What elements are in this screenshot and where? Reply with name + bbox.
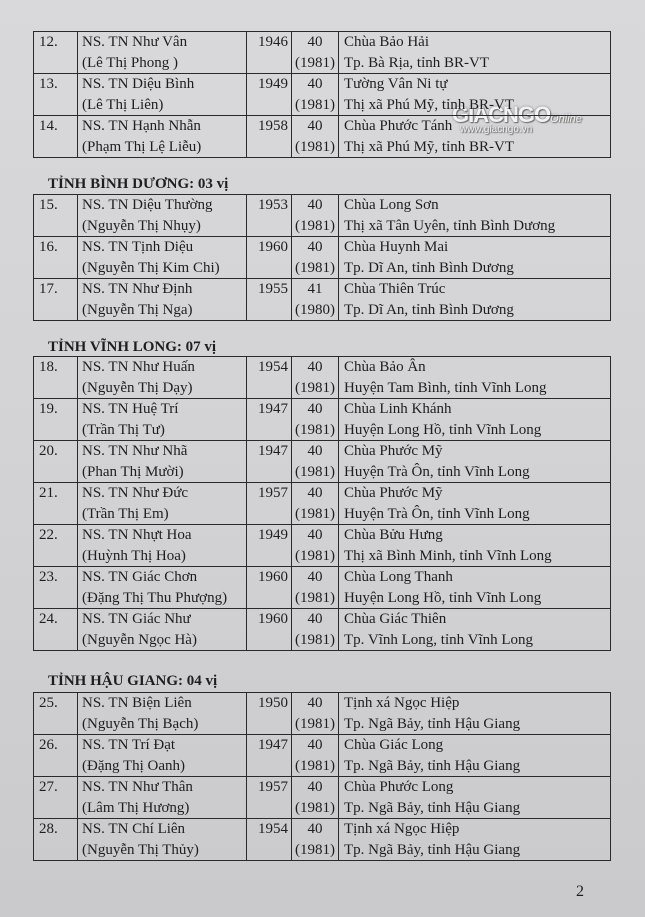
birth-year-cell [247, 735, 292, 777]
row-number: 27. [39, 779, 58, 795]
row-number: 25. [39, 695, 58, 711]
ordination-year: (1981) [295, 841, 335, 858]
name-cell [78, 74, 247, 116]
birth-year-cell [247, 609, 292, 651]
temple-name: Tường Vân Ni tự [344, 76, 448, 92]
dharma-name: NS. TN Hạnh Nhẫn [82, 118, 201, 134]
member-table [33, 194, 611, 321]
lay-name: (Nguyễn Thị Kim Chi) [82, 259, 220, 276]
table-row [34, 483, 611, 525]
dharma-name: NS. TN Tịnh Diệu [82, 239, 194, 255]
member-table [33, 31, 611, 158]
lay-name: (Huỳnh Thị Hoa) [82, 547, 186, 564]
ordination-age: 40 [307, 485, 323, 501]
temple-cell [339, 74, 611, 116]
temple-name: Chùa Giác Thiên [344, 611, 447, 627]
lay-name: (Phan Thị Mười) [82, 463, 184, 480]
temple-location: Huyện Trà Ôn, tỉnh Vĩnh Long [344, 505, 530, 522]
row-number: 15. [39, 197, 58, 213]
ordination-age: 40 [307, 239, 323, 255]
lay-name: (Nguyễn Thị Nga) [82, 301, 193, 318]
birth-year: 1949 [258, 527, 288, 543]
birth-year: 1955 [258, 281, 288, 297]
temple-location: Huyện Tam Bình, tỉnh Vĩnh Long [344, 379, 547, 396]
temple-cell [339, 735, 611, 777]
lay-name: (Lê Thị Phong ) [82, 54, 178, 71]
ordination-age: 40 [307, 443, 323, 459]
temple-cell [339, 116, 611, 158]
temple-name: Chùa Phước Mỹ [344, 443, 443, 459]
ordination-year: (1981) [295, 421, 335, 438]
name-cell [78, 609, 247, 651]
ordination-cell [292, 279, 339, 321]
dharma-name: NS. TN Giác Như [82, 611, 191, 627]
section-title: TỈNH VĨNH LONG: 07 vị [48, 339, 217, 355]
temple-name: Chùa Bửu Hưng [344, 527, 443, 543]
temple-location: Thị xã Phú Mỹ, tỉnh BR-VT [344, 138, 515, 155]
ordination-year: (1981) [295, 138, 335, 155]
member-table [33, 356, 611, 651]
birth-year-cell [247, 279, 292, 321]
ordination-year: (1981) [295, 547, 335, 564]
temple-location: Huyện Trà Ôn, tỉnh Vĩnh Long [344, 463, 530, 480]
table-row [34, 32, 611, 74]
dharma-name: NS. TN Biện Liên [82, 695, 192, 711]
temple-name: Chùa Phước Long [344, 779, 454, 795]
table-row [34, 237, 611, 279]
table-row [34, 399, 611, 441]
lay-name: (Lê Thị Liên) [82, 96, 164, 113]
ordination-age: 40 [307, 779, 323, 795]
row-number-cell [34, 609, 78, 651]
birth-year-cell [247, 525, 292, 567]
row-number-cell [34, 693, 78, 735]
birth-year-cell [247, 32, 292, 74]
temple-location: Huyện Long Hồ, tỉnh Vĩnh Long [344, 589, 542, 606]
dharma-name: NS. TN Diệu Bình [82, 76, 195, 92]
ordination-cell [292, 32, 339, 74]
name-cell [78, 819, 247, 861]
temple-cell [339, 441, 611, 483]
ordination-cell [292, 693, 339, 735]
temple-cell [339, 195, 611, 237]
table-row [34, 525, 611, 567]
temple-name: Chùa Long Thanh [344, 569, 453, 585]
dharma-name: NS. TN Như Huấn [82, 359, 195, 375]
dharma-name: NS. TN Như Thân [82, 779, 193, 795]
row-number-cell [34, 483, 78, 525]
dharma-name: NS. TN Giác Chơn [82, 569, 198, 585]
temple-cell [339, 399, 611, 441]
lay-name: (Lâm Thị Hương) [82, 799, 190, 816]
temple-location: Tp. Bà Rịa, tỉnh BR-VT [344, 54, 489, 71]
temple-location: Thị xã Phú Mỹ, tỉnh BR-VT [344, 96, 515, 113]
ordination-year: (1981) [295, 54, 335, 71]
row-number-cell [34, 819, 78, 861]
ordination-age: 40 [307, 197, 323, 213]
birth-year: 1957 [258, 779, 288, 795]
dharma-name: NS. TN Diệu Thường [82, 197, 213, 213]
row-number: 22. [39, 527, 58, 543]
ordination-cell [292, 525, 339, 567]
temple-location: Tp. Dĩ An, tỉnh Bình Dương [344, 301, 514, 318]
birth-year: 1960 [258, 239, 288, 255]
temple-name: Chùa Bảo Ân [344, 359, 426, 375]
lay-name: (Đặng Thị Oanh) [82, 757, 186, 774]
row-number: 28. [39, 821, 58, 837]
ordination-age: 40 [307, 737, 323, 753]
birth-year: 1957 [258, 485, 288, 501]
dharma-name: NS. TN Như Định [82, 281, 193, 297]
lay-name: (Nguyễn Thị Nhụy) [82, 217, 201, 234]
ordination-age: 40 [307, 695, 323, 711]
row-number-cell [34, 357, 78, 399]
temple-name: Tịnh xá Ngọc Hiệp [344, 695, 460, 711]
ordination-age: 40 [307, 569, 323, 585]
temple-name: Chùa Thiên Trúc [344, 281, 446, 297]
row-number-cell [34, 777, 78, 819]
name-cell [78, 441, 247, 483]
temple-location: Tp. Ngã Bảy, tỉnh Hậu Giang [344, 757, 521, 774]
birth-year: 1958 [258, 118, 288, 134]
row-number-cell [34, 441, 78, 483]
row-number: 26. [39, 737, 58, 753]
row-number-cell [34, 567, 78, 609]
birth-year-cell [247, 237, 292, 279]
lay-name: (Nguyễn Thị Thủy) [82, 841, 199, 858]
birth-year-cell [247, 195, 292, 237]
temple-cell [339, 32, 611, 74]
temple-cell [339, 483, 611, 525]
table-row [34, 777, 611, 819]
temple-cell [339, 777, 611, 819]
temple-name: Chùa Linh Khánh [344, 401, 452, 417]
ordination-cell [292, 195, 339, 237]
row-number-cell [34, 735, 78, 777]
birth-year: 1954 [258, 821, 288, 837]
row-number-cell [34, 32, 78, 74]
page-number: 2 [576, 883, 584, 900]
dharma-name: NS. TN Như Nhã [82, 443, 188, 459]
temple-cell [339, 237, 611, 279]
birth-year-cell [247, 483, 292, 525]
ordination-age: 41 [307, 281, 323, 297]
row-number: 18. [39, 359, 58, 375]
temple-location: Thị xã Bình Minh, tỉnh Vĩnh Long [344, 547, 552, 564]
temple-location: Tp. Vĩnh Long, tỉnh Vĩnh Long [344, 631, 534, 648]
temple-name: Tịnh xá Ngọc Hiệp [344, 821, 460, 837]
temple-name: Chùa Phước Mỹ [344, 485, 443, 501]
dharma-name: NS. TN Như Đức [82, 485, 188, 501]
name-cell [78, 567, 247, 609]
birth-year: 1954 [258, 359, 288, 375]
birth-year: 1946 [258, 34, 288, 50]
name-cell [78, 357, 247, 399]
temple-cell [339, 279, 611, 321]
ordination-age: 40 [307, 821, 323, 837]
temple-cell [339, 819, 611, 861]
ordination-year: (1980) [295, 301, 335, 318]
temple-location: Tp. Ngã Bảy, tỉnh Hậu Giang [344, 799, 521, 816]
row-number: 17. [39, 281, 58, 297]
name-cell [78, 483, 247, 525]
name-cell [78, 32, 247, 74]
temple-name: Chùa Long Sơn [344, 197, 439, 213]
watermark-url: www.giacngo.vn [460, 124, 533, 135]
row-number-cell [34, 279, 78, 321]
ordination-year: (1981) [295, 799, 335, 816]
name-cell [78, 279, 247, 321]
lay-name: (Đặng Thị Thu Phượng) [82, 589, 228, 606]
row-number: 19. [39, 401, 58, 417]
row-number: 12. [39, 34, 58, 50]
ordination-cell [292, 483, 339, 525]
table-row [34, 279, 611, 321]
table-row [34, 609, 611, 651]
birth-year-cell [247, 567, 292, 609]
temple-location: Thị xã Tân Uyên, tỉnh Bình Dương [344, 217, 556, 234]
table-row [34, 819, 611, 861]
ordination-age: 40 [307, 611, 323, 627]
ordination-cell [292, 441, 339, 483]
ordination-age: 40 [307, 359, 323, 375]
temple-cell [339, 525, 611, 567]
ordination-year: (1981) [295, 259, 335, 276]
birth-year: 1960 [258, 569, 288, 585]
temple-cell [339, 693, 611, 735]
birth-year-cell [247, 693, 292, 735]
dharma-name: NS. TN Chí Liên [82, 821, 186, 837]
lay-name: (Nguyễn Thị Dạy) [82, 379, 193, 396]
ordination-year: (1981) [295, 217, 335, 234]
temple-name: Chùa Phước Tánh [344, 118, 453, 134]
ordination-year: (1981) [295, 631, 335, 648]
section-title: TỈNH HẬU GIANG: 04 vị [48, 673, 218, 689]
name-cell [78, 399, 247, 441]
name-cell [78, 116, 247, 158]
birth-year: 1960 [258, 611, 288, 627]
ordination-cell [292, 567, 339, 609]
ordination-age: 40 [307, 76, 323, 92]
temple-name: Chùa Giác Long [344, 737, 444, 753]
ordination-cell [292, 116, 339, 158]
ordination-cell [292, 735, 339, 777]
ordination-cell [292, 777, 339, 819]
ordination-cell [292, 237, 339, 279]
table-row [34, 116, 611, 158]
temple-location: Huyện Long Hồ, tỉnh Vĩnh Long [344, 421, 542, 438]
row-number-cell [34, 74, 78, 116]
birth-year-cell [247, 777, 292, 819]
name-cell [78, 693, 247, 735]
ordination-cell [292, 74, 339, 116]
ordination-year: (1981) [295, 96, 335, 113]
ordination-cell [292, 399, 339, 441]
temple-cell [339, 609, 611, 651]
birth-year-cell [247, 441, 292, 483]
birth-year: 1953 [258, 197, 288, 213]
row-number-cell [34, 399, 78, 441]
dharma-name: NS. TN Huệ Trí [82, 401, 179, 417]
name-cell [78, 777, 247, 819]
ordination-age: 40 [307, 34, 323, 50]
member-table [33, 692, 611, 861]
birth-year-cell [247, 819, 292, 861]
temple-cell [339, 357, 611, 399]
dharma-name: NS. TN Như Vân [82, 34, 188, 50]
dharma-name: NS. TN Trí Đạt [82, 737, 176, 753]
table-row [34, 357, 611, 399]
ordination-cell [292, 819, 339, 861]
birth-year-cell [247, 357, 292, 399]
table-row [34, 693, 611, 735]
row-number: 14. [39, 118, 58, 134]
ordination-cell [292, 357, 339, 399]
ordination-year: (1981) [295, 589, 335, 606]
birth-year: 1947 [258, 737, 288, 753]
temple-location: Tp. Ngã Bảy, tỉnh Hậu Giang [344, 841, 521, 858]
temple-cell [339, 567, 611, 609]
watermark-suffix: Online [550, 113, 582, 125]
birth-year-cell [247, 116, 292, 158]
temple-name: Chùa Huynh Mai [344, 239, 449, 255]
name-cell [78, 195, 247, 237]
row-number-cell [34, 237, 78, 279]
ordination-year: (1981) [295, 715, 335, 732]
name-cell [78, 735, 247, 777]
table-row [34, 441, 611, 483]
ordination-age: 40 [307, 401, 323, 417]
table-row [34, 567, 611, 609]
birth-year: 1947 [258, 401, 288, 417]
row-number-cell [34, 525, 78, 567]
name-cell [78, 525, 247, 567]
row-number: 16. [39, 239, 58, 255]
ordination-year: (1981) [295, 379, 335, 396]
lay-name: (Nguyễn Ngọc Hà) [82, 631, 197, 648]
birth-year-cell [247, 399, 292, 441]
watermark-brand: GIACNGO [452, 102, 551, 127]
birth-year: 1947 [258, 443, 288, 459]
ordination-year: (1981) [295, 757, 335, 774]
temple-location: Tp. Ngã Bảy, tỉnh Hậu Giang [344, 715, 521, 732]
row-number: 23. [39, 569, 58, 585]
dharma-name: NS. TN Nhựt Hoa [82, 527, 192, 543]
ordination-age: 40 [307, 118, 323, 134]
temple-name: Chùa Bảo Hải [344, 34, 429, 50]
row-number-cell [34, 195, 78, 237]
row-number-cell [34, 116, 78, 158]
lay-name: (Phạm Thị Lệ Liễu) [82, 138, 202, 155]
table-row [34, 195, 611, 237]
table-row [34, 735, 611, 777]
birth-year: 1950 [258, 695, 288, 711]
row-number: 13. [39, 76, 58, 92]
lay-name: (Nguyễn Thị Bạch) [82, 715, 199, 732]
lay-name: (Trần Thị Em) [82, 505, 169, 522]
birth-year-cell [247, 74, 292, 116]
row-number: 24. [39, 611, 58, 627]
row-number: 21. [39, 485, 58, 501]
ordination-cell [292, 609, 339, 651]
ordination-year: (1981) [295, 505, 335, 522]
row-number: 20. [39, 443, 58, 459]
ordination-year: (1981) [295, 463, 335, 480]
section-title: TỈNH BÌNH DƯƠNG: 03 vị [48, 176, 229, 192]
temple-location: Tp. Dĩ An, tỉnh Bình Dương [344, 259, 514, 276]
name-cell [78, 237, 247, 279]
lay-name: (Trần Thị Tư) [82, 421, 165, 438]
birth-year: 1949 [258, 76, 288, 92]
ordination-age: 40 [307, 527, 323, 543]
table-row [34, 74, 611, 116]
